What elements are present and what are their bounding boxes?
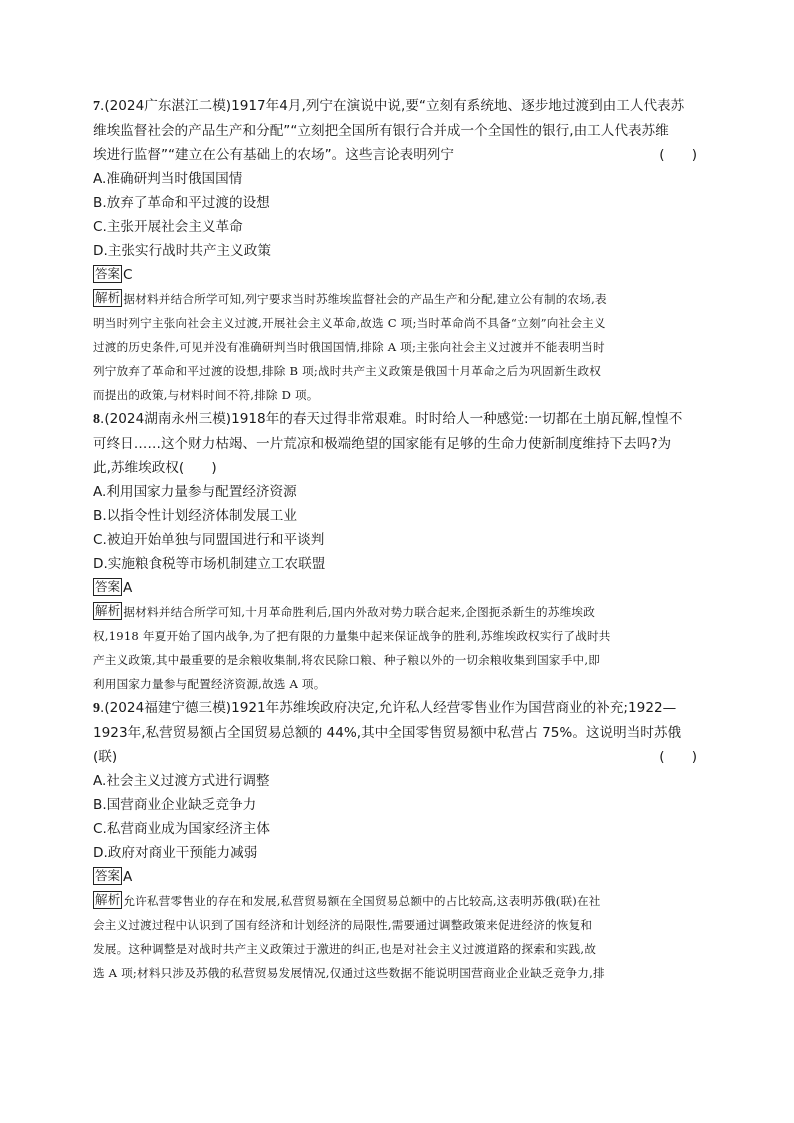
explanation-text: 会主义过渡过程中认识到了国有经济和计划经济的局限性,需要通过调整政策来促进经济的恢复和 <box>93 918 593 932</box>
answer-tag: 答案 <box>95 266 121 281</box>
question-stem-text: 1923年,私营贸易额占全国贸易总额的 44%,其中全国零售贸易额中私营占 75%。这说明当时苏俄 <box>93 725 682 741</box>
explanation-text: 过渡的历史条件,可见并没有准确研判当时俄国国情,排除 A 项;主张向社会主义过渡并不能表明当时 <box>93 340 605 354</box>
answer-option: C.私营商业成为国家经济主体 <box>93 821 270 837</box>
question-stem-text: 维埃监督社会的产品生产和分配”“立刻把全国所有银行合并成一个全国性的银行,由工人代表苏维 <box>93 123 669 139</box>
answer-value: A <box>123 869 133 885</box>
question-block <box>93 696 703 985</box>
question-stem-text: (联) <box>93 749 118 765</box>
explanation-text: 选 A 项;材料只涉及苏俄的私营贸易发展情况,仅通过这些数据不能说明国营商业企业缺乏竞争力,排 <box>93 966 605 980</box>
question-stem-line <box>93 721 703 745</box>
answer-option: C.主张开展社会主义革命 <box>93 219 243 235</box>
question-stem-line <box>93 143 703 167</box>
explanation-line <box>93 913 703 937</box>
answer-option: D.政府对商业干预能力减弱 <box>93 845 258 861</box>
explanation-line <box>93 648 703 672</box>
explanation <box>93 287 703 407</box>
question-number: 8 <box>93 412 100 427</box>
answer-value: A <box>123 580 133 596</box>
answer-option: D.实施粮食税等市场机制建立工农联盟 <box>93 556 326 572</box>
answer-option: B.国营商业企业缺乏竞争力 <box>93 797 257 813</box>
explanation-line <box>93 624 703 648</box>
explanation-text: 据材料并结合所学可知,列宁要求当时苏维埃监督社会的产品生产和分配,建立公有制的农场,表 <box>123 292 607 306</box>
question-stem-line <box>93 745 703 769</box>
explanation-text: 明当时列宁主张向社会主义过渡,开展社会主义革命,故选 C 项;当时革命尚不具备“立刻”向社会主义 <box>93 316 606 330</box>
question-stem-line <box>93 456 703 480</box>
answer-value: C <box>123 267 133 283</box>
question-stem <box>93 94 703 167</box>
answer-tag: 答案 <box>95 579 121 594</box>
answer-option: A.社会主义过渡方式进行调整 <box>93 773 270 789</box>
explanation-text: 发展。这种调整是对战时共产主义政策过于激进的纠正,也是对社会主义过渡道路的探索和实践,故 <box>93 942 597 956</box>
explanation-text: 允许私营零售业的存在和发展,私营贸易额在全国贸易总额中的占比较高,这表明苏俄(联)在社 <box>123 894 601 908</box>
explanation-line <box>93 359 703 383</box>
question-stem-line <box>93 696 703 721</box>
question-block <box>93 94 703 407</box>
explanation-tag: 解析 <box>95 603 121 618</box>
explanation-text: 权,1918 年夏开始了国内战争,为了把有限的力量集中起来保证战争的胜利,苏维埃政权实行了战时共 <box>93 629 611 643</box>
explanation-line <box>93 961 703 985</box>
explanation-text: 据材料并结合所学可知,十月革命胜利后,国内外敌对势力联合起来,企图扼杀新生的苏维埃政 <box>123 605 596 619</box>
explanation-line <box>93 311 703 335</box>
explanation-text: 列宁放弃了革命和平过渡的设想,排除 B 项;战时共产主义政策是俄国十月革命之后为巩固新生政权 <box>93 364 602 378</box>
answer-line <box>93 576 703 600</box>
question-stem-line <box>93 407 703 432</box>
question-stem-line <box>93 432 703 456</box>
explanation-line <box>93 937 703 961</box>
explanation-text: 产主义政策,其中最重要的是余粮收集制,将农民除口粮、种子粮以外的一切余粮收集到国家手中,即 <box>93 653 600 667</box>
question-stem-text: .(2024湖南永州三模)1918年的春天过得非常艰难。时时给人一种感觉:一切都在土崩瓦解,惶惶不 <box>100 411 683 427</box>
explanation-tag: 解析 <box>95 290 121 305</box>
answer-line <box>93 865 703 889</box>
answer-option: B.以指令性计划经济体制发展工业 <box>93 508 297 524</box>
explanation-line <box>93 335 703 359</box>
explanation-line <box>93 672 703 696</box>
explanation-line <box>93 600 703 624</box>
answer-option: C.被迫开始单独与同盟国进行和平谈判 <box>93 532 325 548</box>
explanation-line <box>93 287 703 311</box>
explanation <box>93 600 703 696</box>
explanation-line <box>93 889 703 913</box>
explanation <box>93 889 703 985</box>
question-stem-line <box>93 119 703 143</box>
question-stem-text: .(2024福建宁德三模)1921年苏维埃政府决定,允许私人经营零售业作为国营商业的补充;1922— <box>100 700 677 716</box>
question-stem <box>93 696 703 769</box>
question-stem-text: .(2024广东湛江二模)1917年4月,列宁在演说中说,要“立刻有系统地、逐步地过渡到由工人代表苏 <box>100 98 685 114</box>
explanation-tag: 解析 <box>95 892 121 907</box>
answer-option: A.准确研判当时俄国国情 <box>93 171 243 187</box>
answer-option: A.利用国家力量参与配置经济资源 <box>93 484 297 500</box>
explanation-line <box>93 383 703 407</box>
question-stem <box>93 407 703 480</box>
question-stem-text: 埃进行监督”“建立在公有基础上的农场”。这些言论表明列宁 <box>93 147 454 163</box>
explanation-text: 利用国家力量参与配置经济资源,故选 A 项。 <box>93 677 326 691</box>
answer-option: D.主张实行战时共产主义政策 <box>93 243 271 259</box>
question-number: 9 <box>93 701 100 716</box>
question-number: 7 <box>93 99 100 114</box>
answer-blank-parentheses: ( ) <box>659 749 697 765</box>
question-stem-text: 可终日……这个财力枯竭、一片荒凉和极端绝望的国家能有足够的生命力使新制度维持下去吗?为 <box>93 436 672 452</box>
answer-tag: 答案 <box>95 868 121 883</box>
answer-line <box>93 263 703 287</box>
answer-blank-parentheses: ( ) <box>659 147 697 163</box>
question-stem-line <box>93 94 703 119</box>
question-list <box>93 94 703 985</box>
question-block <box>93 407 703 696</box>
question-stem-text: 此,苏维埃政权( ) <box>93 460 217 476</box>
explanation-text: 而提出的政策,与材料时间不符,排除 D 项。 <box>93 388 319 402</box>
answer-option: B.放弃了革命和平过渡的设想 <box>93 195 270 211</box>
